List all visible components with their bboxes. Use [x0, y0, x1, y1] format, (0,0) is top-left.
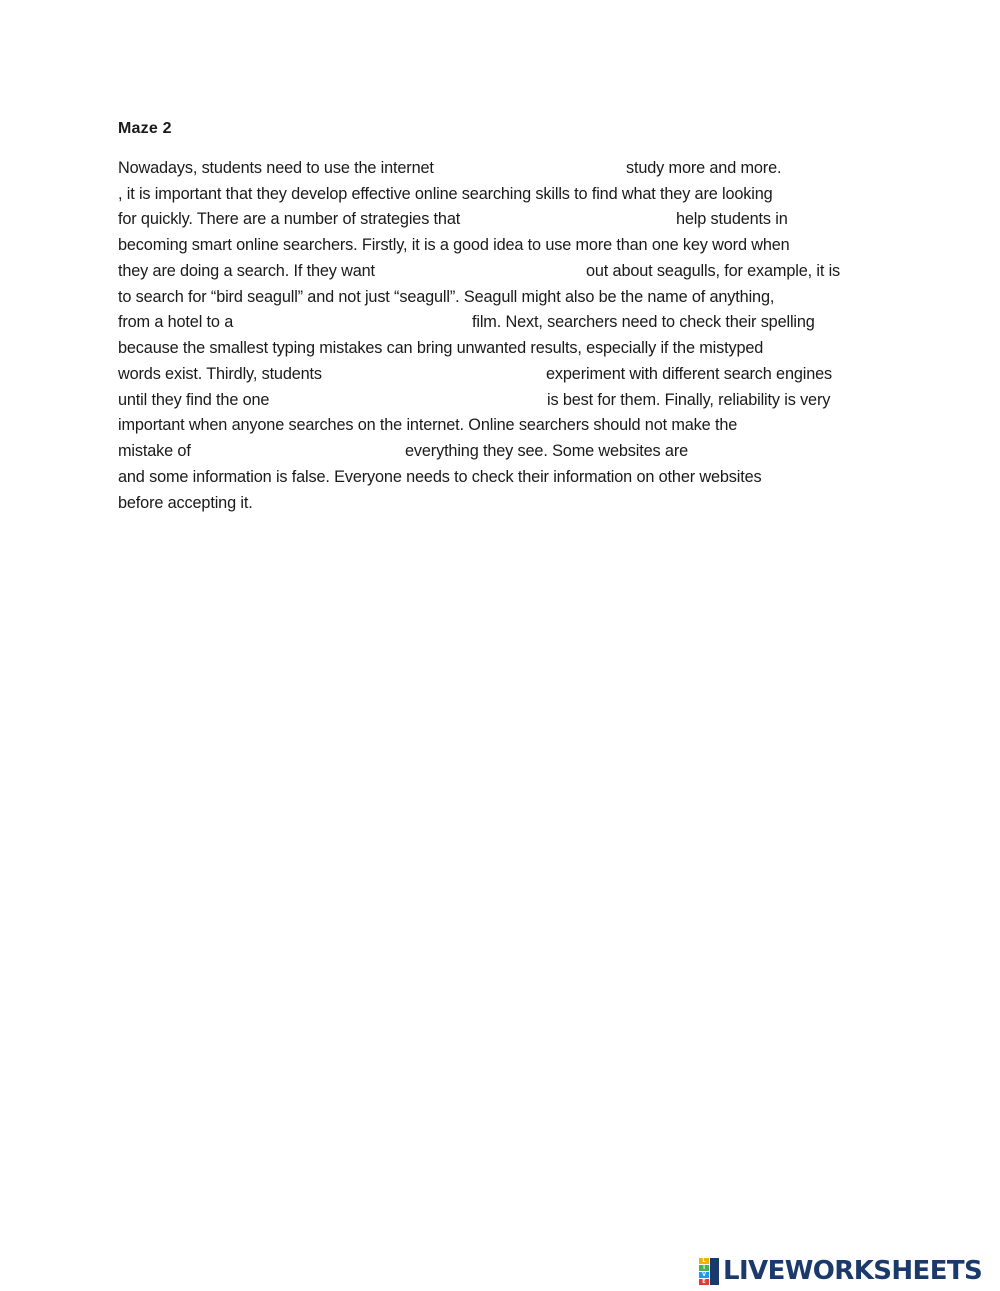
mark-bar: [710, 1258, 719, 1285]
liveworksheets-wordmark: LIVEWORKSHEETS: [723, 1256, 983, 1286]
text-segment: is best for them. Finally, reliability is very: [547, 391, 831, 409]
text-segment: becoming smart online searchers. Firstly, it is a good idea to use more than one key word when: [118, 236, 790, 254]
text-segment: until they find the one: [118, 391, 270, 409]
text-segment: because the smallest typing mistakes can bring unwanted results, especially if the mistyped: [118, 339, 764, 357]
answer-blank[interactable]: [724, 439, 874, 461]
text-segment: and some information is false. Everyone needs to check their information on other websites: [118, 468, 762, 486]
answer-blank[interactable]: [413, 259, 583, 281]
answer-blank[interactable]: [478, 156, 623, 178]
answer-blank[interactable]: [256, 310, 466, 332]
text-segment: film. Next, searchers need to check their spelling: [472, 313, 815, 331]
text-segment: experiment with different search engines: [546, 365, 833, 383]
liveworksheets-mark-icon: [697, 1258, 721, 1284]
text-segment: they are doing a search. If they want: [118, 262, 375, 280]
answer-blank[interactable]: [358, 362, 543, 384]
text-segment: important when anyone searches on the internet. Online searchers should not make the: [118, 416, 738, 434]
text-segment: Nowadays, students need to use the internet: [118, 159, 434, 177]
text-segment: to search for “bird seagull” and not just “seagull”. Seagull might also be the name of anything,: [118, 288, 775, 306]
mark-letter-i: I: [699, 1265, 709, 1271]
text-segment: , it is important that they develop effective online searching skills to find what they are looking: [118, 185, 773, 203]
text-segment: everything they see. Some websites are: [405, 442, 688, 460]
liveworksheets-logo: [697, 1256, 997, 1286]
mark-letter-e: E: [699, 1279, 709, 1285]
text-segment: mistake of: [118, 442, 191, 460]
mark-letter-v: V: [699, 1272, 709, 1278]
text-segment: from a hotel to a: [118, 313, 234, 331]
answer-blank[interactable]: [301, 388, 543, 410]
text-segment: out about seagulls, for example, it is: [586, 262, 841, 280]
text-segment: before accepting it.: [118, 494, 253, 512]
text-segment: help students in: [676, 210, 788, 228]
text-segment: for quickly. There are a number of strategies that: [118, 210, 461, 228]
answer-blank[interactable]: [513, 207, 673, 229]
answer-blank[interactable]: [206, 439, 402, 461]
worksheet-title: Maze 2: [118, 120, 172, 137]
text-segment: words exist. Thirdly, students: [118, 365, 322, 383]
text-segment: study more and more.: [626, 159, 782, 177]
mark-letter-l: L: [699, 1258, 709, 1264]
